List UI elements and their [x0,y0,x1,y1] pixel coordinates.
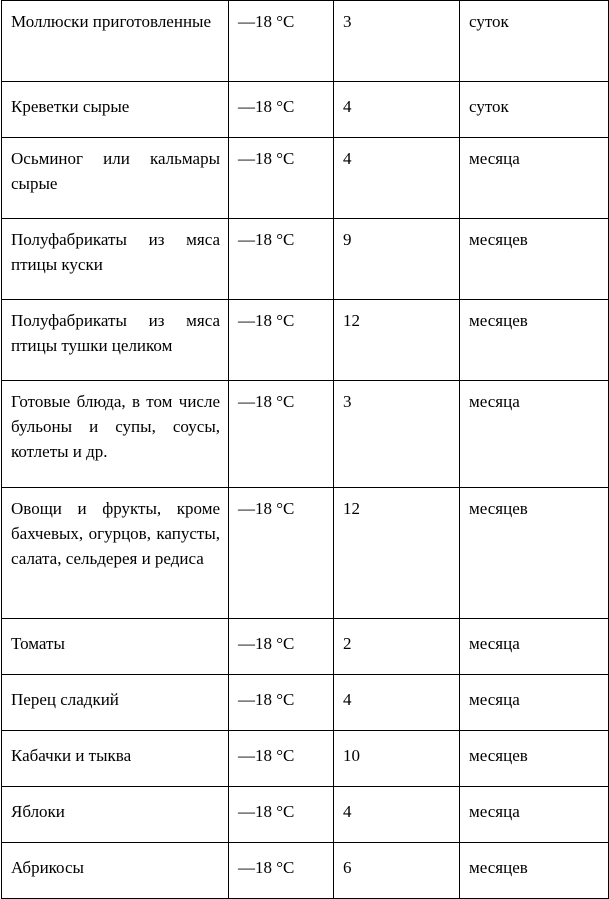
product-name-cell: Овощи и фрукты, кроме бахчевых, огурцов, капусты, салата, сельдерея и редиса [2,488,229,619]
term-value-cell: 4 [334,675,460,731]
temperature-cell: —18 °С [229,219,334,300]
temperature-cell: —18 °С [229,138,334,219]
table-row [2,731,609,787]
table-row [2,675,609,731]
product-name-cell: Томаты [2,619,229,675]
temperature-cell: —18 °С [229,619,334,675]
term-value-cell: 4 [334,138,460,219]
term-unit-cell: суток [460,1,609,82]
temperature-cell: —18 °С [229,787,334,843]
table-row [2,619,609,675]
term-unit-cell: месяцев [460,300,609,381]
temperature-cell: —18 °С [229,731,334,787]
table-row [2,219,609,300]
temperature-cell: —18 °С [229,843,334,899]
term-value-cell: 10 [334,731,460,787]
term-value-cell: 6 [334,843,460,899]
table-row [2,1,609,82]
table-row [2,300,609,381]
term-value-cell: 4 [334,787,460,843]
table-row [2,138,609,219]
temperature-cell: —18 °С [229,488,334,619]
term-value-cell: 9 [334,219,460,300]
product-name-cell: Кабачки и тыква [2,731,229,787]
table-row [2,82,609,138]
term-unit-cell: месяца [460,619,609,675]
temperature-cell: —18 °С [229,381,334,488]
term-value-cell: 12 [334,488,460,619]
temperature-cell: —18 °С [229,675,334,731]
term-value-cell: 3 [334,1,460,82]
term-value-cell: 4 [334,82,460,138]
temperature-cell: —18 °С [229,300,334,381]
product-name-cell: Полуфабрикаты из мяса птицы тушки целиком [2,300,229,381]
temperature-cell: —18 °С [229,1,334,82]
term-value-cell: 3 [334,381,460,488]
table-row [2,787,609,843]
term-unit-cell: месяцев [460,219,609,300]
table-row [2,488,609,619]
product-name-cell: Креветки сырые [2,82,229,138]
term-unit-cell: суток [460,82,609,138]
term-unit-cell: месяцев [460,731,609,787]
storage-terms-table [1,0,609,899]
product-name-cell: Осьминог или кальмары сырые [2,138,229,219]
temperature-cell: —18 °С [229,82,334,138]
term-unit-cell: месяцев [460,843,609,899]
product-name-cell: Готовые блюда, в том числе бульоны и супы, соусы, котлеты и др. [2,381,229,488]
table-row [2,381,609,488]
term-unit-cell: месяца [460,787,609,843]
table-row [2,843,609,899]
term-unit-cell: месяцев [460,488,609,619]
term-value-cell: 2 [334,619,460,675]
product-name-cell: Яблоки [2,787,229,843]
term-value-cell: 12 [334,300,460,381]
term-unit-cell: месяца [460,675,609,731]
product-name-cell: Полуфабрикаты из мяса птицы куски [2,219,229,300]
product-name-cell: Моллюски приготовленные [2,1,229,82]
term-unit-cell: месяца [460,381,609,488]
term-unit-cell: месяца [460,138,609,219]
product-name-cell: Абрикосы [2,843,229,899]
product-name-cell: Перец сладкий [2,675,229,731]
